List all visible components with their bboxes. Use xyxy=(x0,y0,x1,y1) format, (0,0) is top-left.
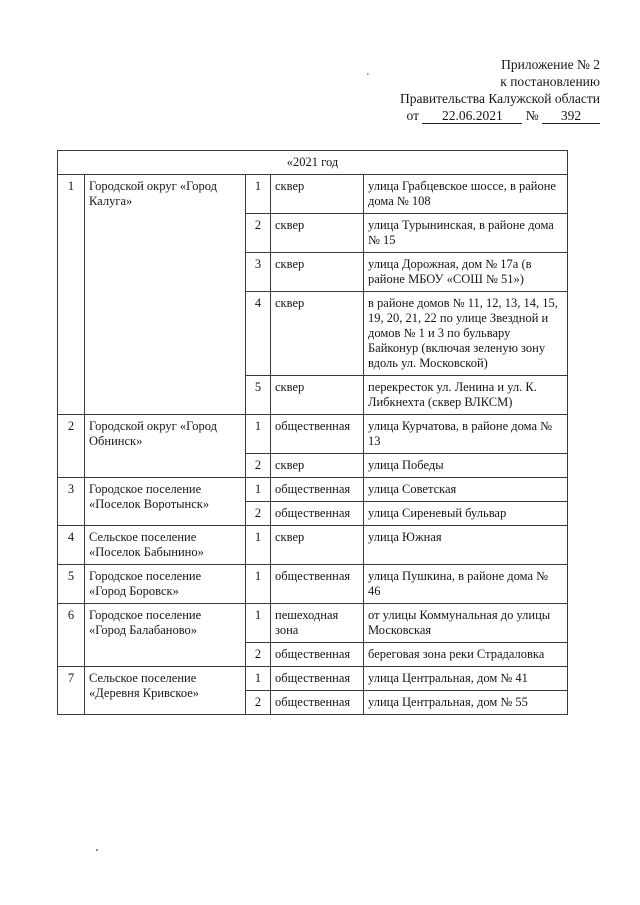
municipality-name: Сельское поселение «Деревня Кривское» xyxy=(85,667,246,715)
territory-address: перекресток ул. Ленина и ул. К. Либкнехта (сквер ВЛКСМ) xyxy=(364,376,568,415)
territory-type: общественная xyxy=(271,643,364,667)
year-row xyxy=(58,151,568,175)
municipality-name: Городской округ «Город Калуга» xyxy=(85,175,246,415)
item-number: 1 xyxy=(246,478,271,502)
municipality-number: 7 xyxy=(58,667,85,715)
item-number: 2 xyxy=(246,454,271,478)
territory-address: улица Центральная, дом № 55 xyxy=(364,691,568,715)
municipality-number: 1 xyxy=(58,175,85,415)
table-row xyxy=(58,415,568,454)
municipality-name: Городской округ «Город Обнинск» xyxy=(85,415,246,478)
territory-type: общественная xyxy=(271,691,364,715)
appendix-header xyxy=(400,56,600,124)
number-label: № xyxy=(525,108,539,123)
territory-address: улица Южная xyxy=(364,526,568,565)
item-number: 2 xyxy=(246,643,271,667)
municipality-number: 6 xyxy=(58,604,85,667)
item-number: 1 xyxy=(246,175,271,214)
resolution-reference: к постановлению xyxy=(500,74,600,89)
territory-address: улица Победы xyxy=(364,454,568,478)
item-number: 5 xyxy=(246,376,271,415)
table-row xyxy=(58,565,568,604)
territory-type: общественная xyxy=(271,415,364,454)
territory-type: сквер xyxy=(271,214,364,253)
territory-type: сквер xyxy=(271,376,364,415)
territory-type: сквер xyxy=(271,253,364,292)
table-row xyxy=(58,667,568,691)
table-row xyxy=(58,526,568,565)
table-row xyxy=(58,604,568,643)
territory-address: улица Пушкина, в районе дома № 46 xyxy=(364,565,568,604)
territory-address: улица Сиреневый бульвар xyxy=(364,502,568,526)
territory-type: сквер xyxy=(271,175,364,214)
territory-type: общественная xyxy=(271,565,364,604)
municipality-number: 4 xyxy=(58,526,85,565)
item-number: 1 xyxy=(246,565,271,604)
appendix-title: Приложение № 2 xyxy=(501,57,600,72)
item-number: 4 xyxy=(246,292,271,376)
scan-speck xyxy=(96,849,98,851)
territory-address: от улицы Коммунальная до улицы Московская xyxy=(364,604,568,643)
municipality-name: Городское поселение «Поселок Воротынск» xyxy=(85,478,246,526)
territory-address: береговая зона реки Страдаловка xyxy=(364,643,568,667)
territory-type: общественная xyxy=(271,502,364,526)
territory-type: сквер xyxy=(271,454,364,478)
resolution-date: 22.06.2021 xyxy=(422,109,522,124)
item-number: 3 xyxy=(246,253,271,292)
territory-type: общественная xyxy=(271,478,364,502)
municipality-number: 2 xyxy=(58,415,85,478)
resolution-number: 392 xyxy=(542,109,600,124)
appendix-table xyxy=(57,150,568,715)
item-number: 2 xyxy=(246,214,271,253)
municipality-name: Городское поселение «Город Балабаново» xyxy=(85,604,246,667)
municipality-number: 3 xyxy=(58,478,85,526)
territory-address: в районе домов № 11, 12, 13, 14, 15, 19, 20, 21, 22 по улице Звездной и домов № 1 и 3 по бульвару Байконур (включая зеленую зону вдоль ул. Московской) xyxy=(364,292,568,376)
territory-type: общественная xyxy=(271,667,364,691)
territory-address: улица Турынинская, в районе дома № 15 xyxy=(364,214,568,253)
territory-address: улица Дорожная, дом № 17а (в районе МБОУ «СОШ № 51») xyxy=(364,253,568,292)
from-label: от xyxy=(406,108,419,123)
date-number-line xyxy=(400,107,600,124)
municipality-name: Городское поселение «Город Боровск» xyxy=(85,565,246,604)
item-number: 1 xyxy=(246,526,271,565)
table-row xyxy=(58,175,568,214)
territory-type: сквер xyxy=(271,526,364,565)
item-number: 2 xyxy=(246,691,271,715)
item-number: 1 xyxy=(246,667,271,691)
item-number: 1 xyxy=(246,604,271,643)
territory-type: сквер xyxy=(271,292,364,376)
municipality-number: 5 xyxy=(58,565,85,604)
item-number: 1 xyxy=(246,415,271,454)
item-number: 2 xyxy=(246,502,271,526)
territory-address: улица Центральная, дом № 41 xyxy=(364,667,568,691)
territory-address: улица Грабцевское шоссе, в районе дома № 108 xyxy=(364,175,568,214)
table-body xyxy=(58,151,568,715)
stray-mark: ' xyxy=(367,72,369,83)
territory-type: пешеходная зона xyxy=(271,604,364,643)
government-name: Правительства Калужской области xyxy=(399,91,600,106)
year-title: «2021 год xyxy=(58,151,568,175)
table-row xyxy=(58,478,568,502)
municipality-name: Сельское поселение «Поселок Бабынино» xyxy=(85,526,246,565)
territory-address: улица Курчатова, в районе дома № 13 xyxy=(364,415,568,454)
territory-address: улица Советская xyxy=(364,478,568,502)
